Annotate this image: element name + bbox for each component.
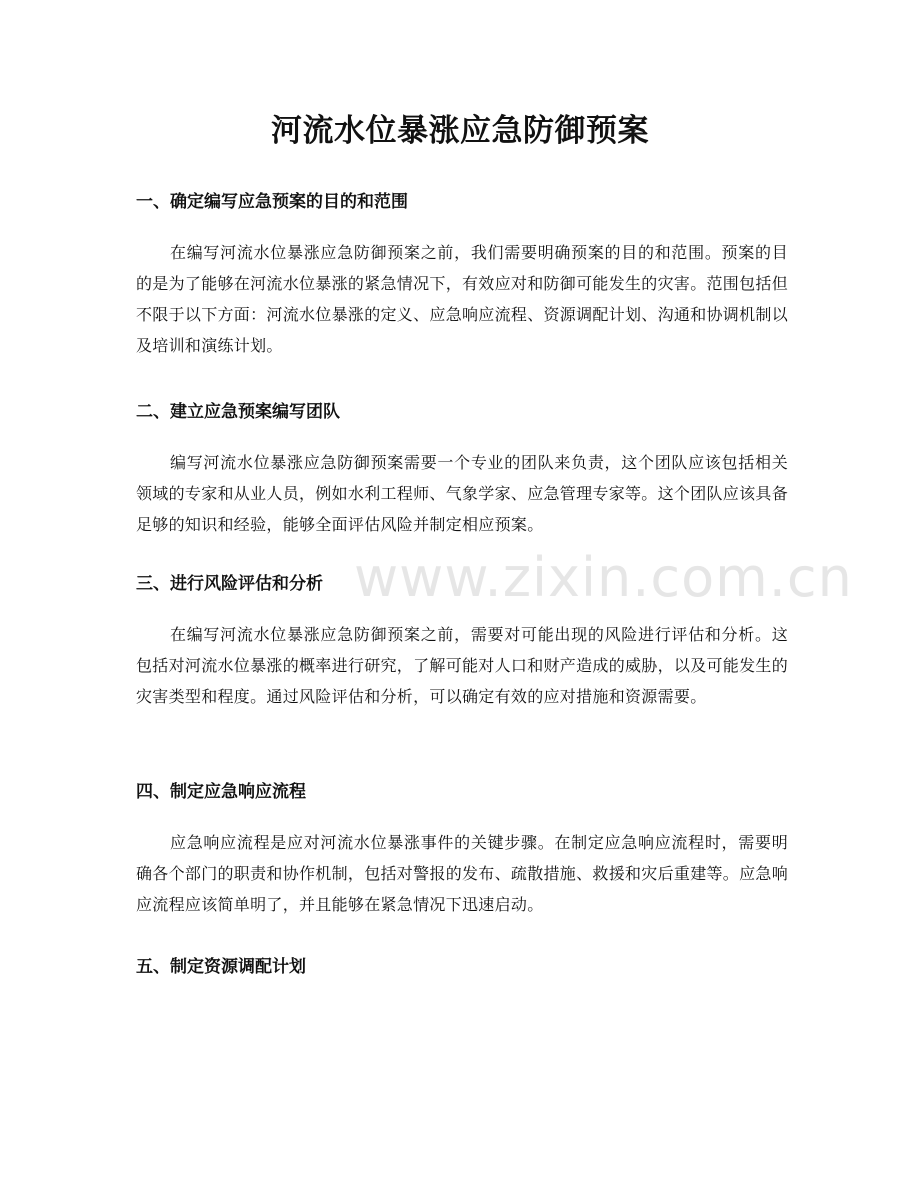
watermark: www.zixin.com.cn: [354, 546, 853, 609]
section-2: [136, 400, 788, 540]
section-heading: 一、确定编写应急预案的目的和范围: [136, 192, 408, 212]
section-paragraph: 在编写河流水位暴涨应急防御预案之前，需要对可能出现的风险进行评估和分析。这包括对河流水位暴涨的概率进行研究，了解可能对人口和财产造成的威胁，以及可能发生的灾害类型和程度。通过风险评估和分析，可以确定有效的应对措施和资源需要。: [136, 625, 789, 706]
section-heading: 四、制定应急响应流程: [136, 782, 306, 802]
section-paragraph: 编写河流水位暴涨应急防御预案需要一个专业的团队来负责，这个团队应该包括相关领域的专家和从业人员，例如水利工程师、气象学家、应急管理专家等。这个团队应该具备足够的知识和经验，能够全面评估风险并制定相应预案。: [136, 453, 789, 534]
section-heading: 三、进行风险评估和分析: [136, 574, 323, 594]
section-1: [136, 190, 788, 361]
section-paragraph: 在编写河流水位暴涨应急防御预案之前，我们需要明确预案的目的和范围。预案的目的是为了能够在河流水位暴涨的紧急情况下，有效应对和防御可能发生的灾害。范围包括但不限于以下方面：河流水位暴涨的定义、应急响应流程、资源调配计划、沟通和协调机制以及培训和演练计划。: [136, 243, 789, 355]
section-5: [136, 955, 788, 979]
section-heading: 五、制定资源调配计划: [136, 957, 306, 977]
document-title: 河流水位暴涨应急防御预案: [271, 113, 649, 149]
section-heading: 二、建立应急预案编写团队: [136, 402, 340, 422]
section-paragraph: 应急响应流程是应对河流水位暴涨事件的关键步骤。在制定应急响应流程时，需要明确各个部门的职责和协作机制，包括对警报的发布、疏散措施、救援和灾后重建等。应急响应流程应该简单明了，并且能够在紧急情况下迅速启动。: [136, 833, 789, 914]
section-3: [136, 572, 788, 712]
section-4: [136, 780, 788, 920]
